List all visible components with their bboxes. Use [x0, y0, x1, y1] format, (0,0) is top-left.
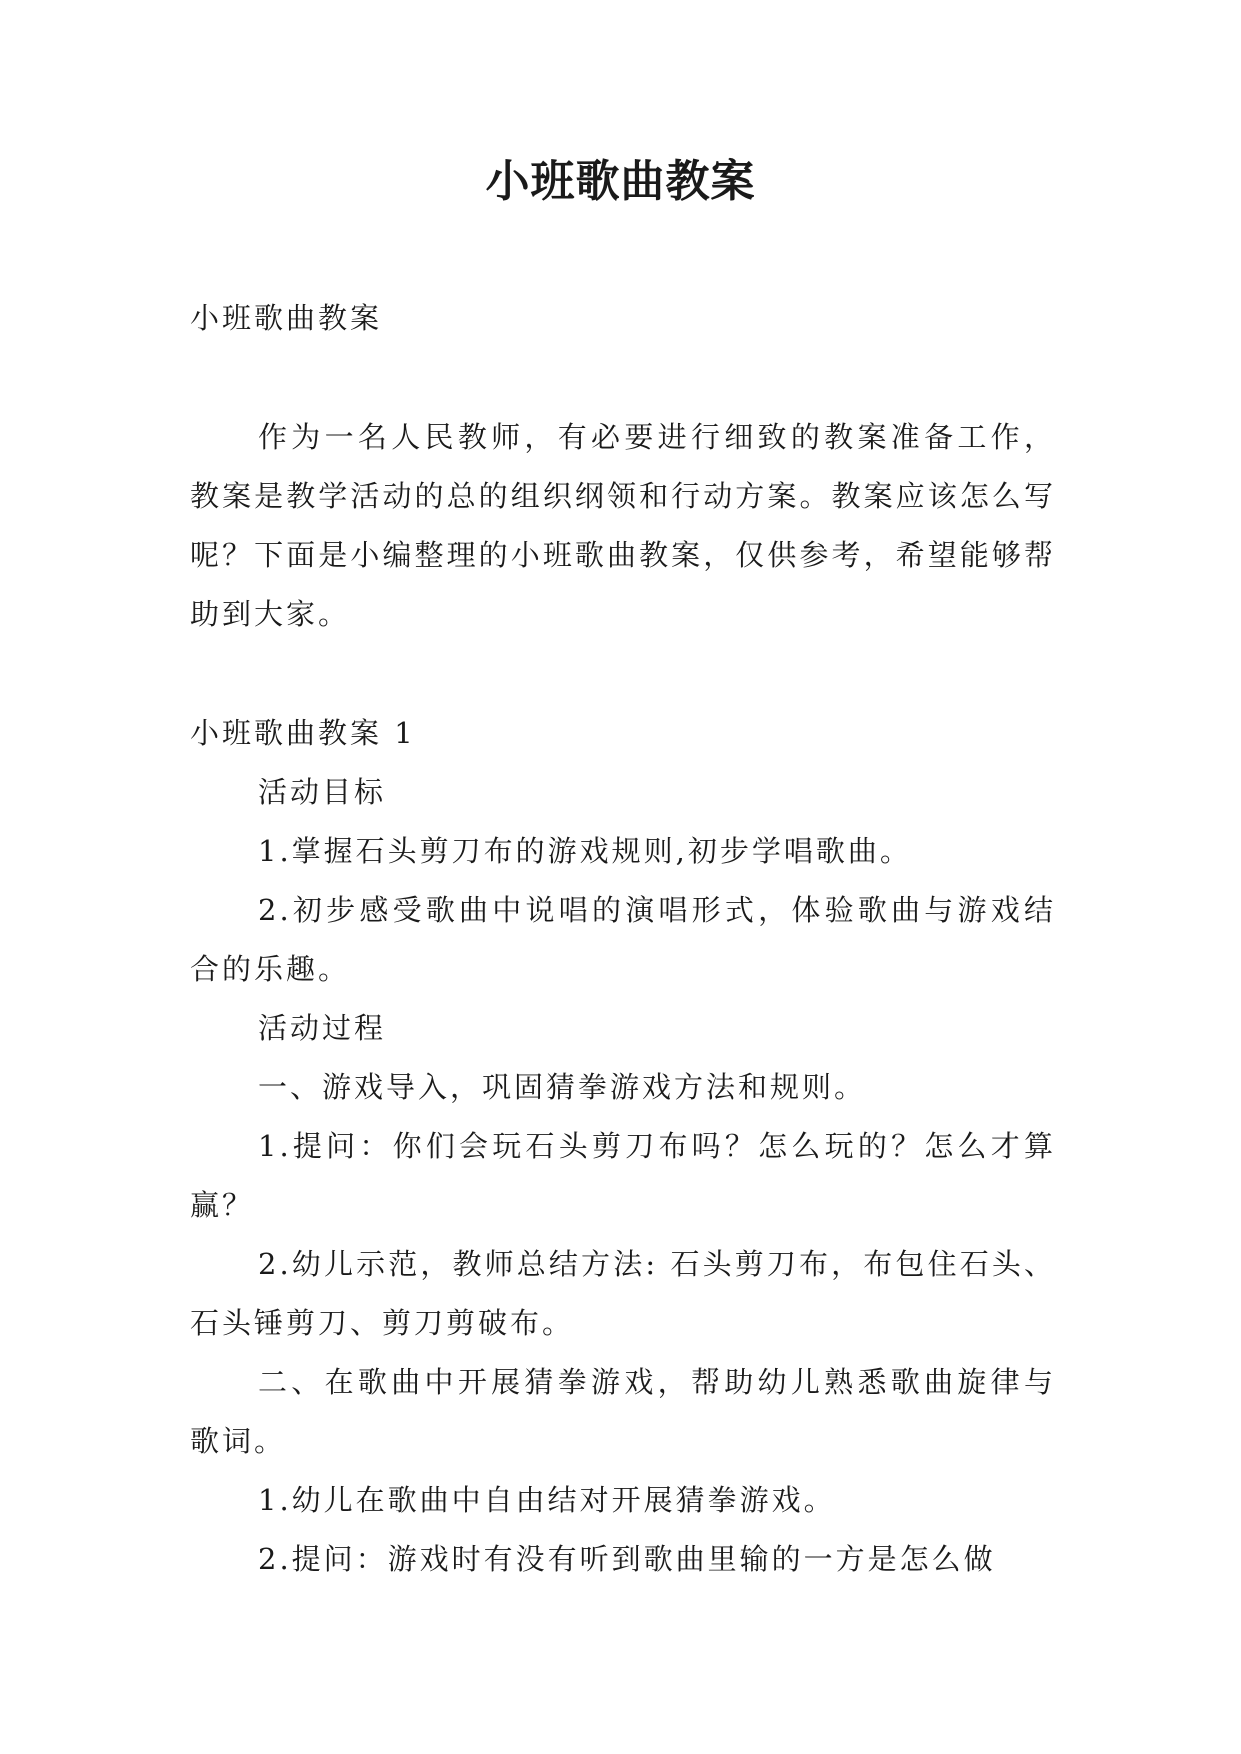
process-step-1-2: 2.幼儿示范，教师总结方法: 石头剪刀布，布包住石头、石头锤剪刀、剪刀剪破布。 — [190, 1247, 1056, 1340]
process-step-2-2: 2.提问：游戏时有没有听到歌曲里输的一方是怎么做 — [258, 1542, 996, 1576]
paragraph-gap — [190, 644, 1056, 704]
process-heading: 活动过程 — [258, 1011, 387, 1045]
goal-item-1: 1.掌握石头剪刀布的游戏规则,初步学唱歌曲。 — [258, 834, 912, 868]
document-title: 小班歌曲教案 — [485, 156, 756, 207]
goal-heading: 活动目标 — [258, 775, 387, 809]
goal-item-2: 2.初步感受歌曲中说唱的演唱形式，体验歌曲与游戏结合的乐趣。 — [190, 893, 1056, 986]
process-step-1-1: 1.提问：你们会玩石头剪刀布吗？怎么玩的？怎么才算赢？ — [190, 1129, 1056, 1222]
document-body — [190, 289, 1056, 1589]
paragraph-gap — [190, 348, 1056, 408]
process-step-1: 一、游戏导入，巩固猜拳游戏方法和规则。 — [258, 1070, 867, 1104]
intro-paragraph: 作为一名人民教师，有必要进行细致的教案准备工作，教案是教学活动的总的组织纲领和行动方案。教案应该怎么写呢？下面是小编整理的小班歌曲教案，仅供参考，希望能够帮助到大家。 — [190, 420, 1056, 631]
process-step-2: 二、在歌曲中开展猜拳游戏，帮助幼儿熟悉歌曲旋律与歌词。 — [190, 1365, 1056, 1458]
document-subtitle: 小班歌曲教案 — [190, 301, 383, 335]
section-heading: 小班歌曲教案 1 — [190, 716, 416, 750]
process-step-2-1: 1.幼儿在歌曲中自由结对开展猜拳游戏。 — [258, 1483, 836, 1517]
